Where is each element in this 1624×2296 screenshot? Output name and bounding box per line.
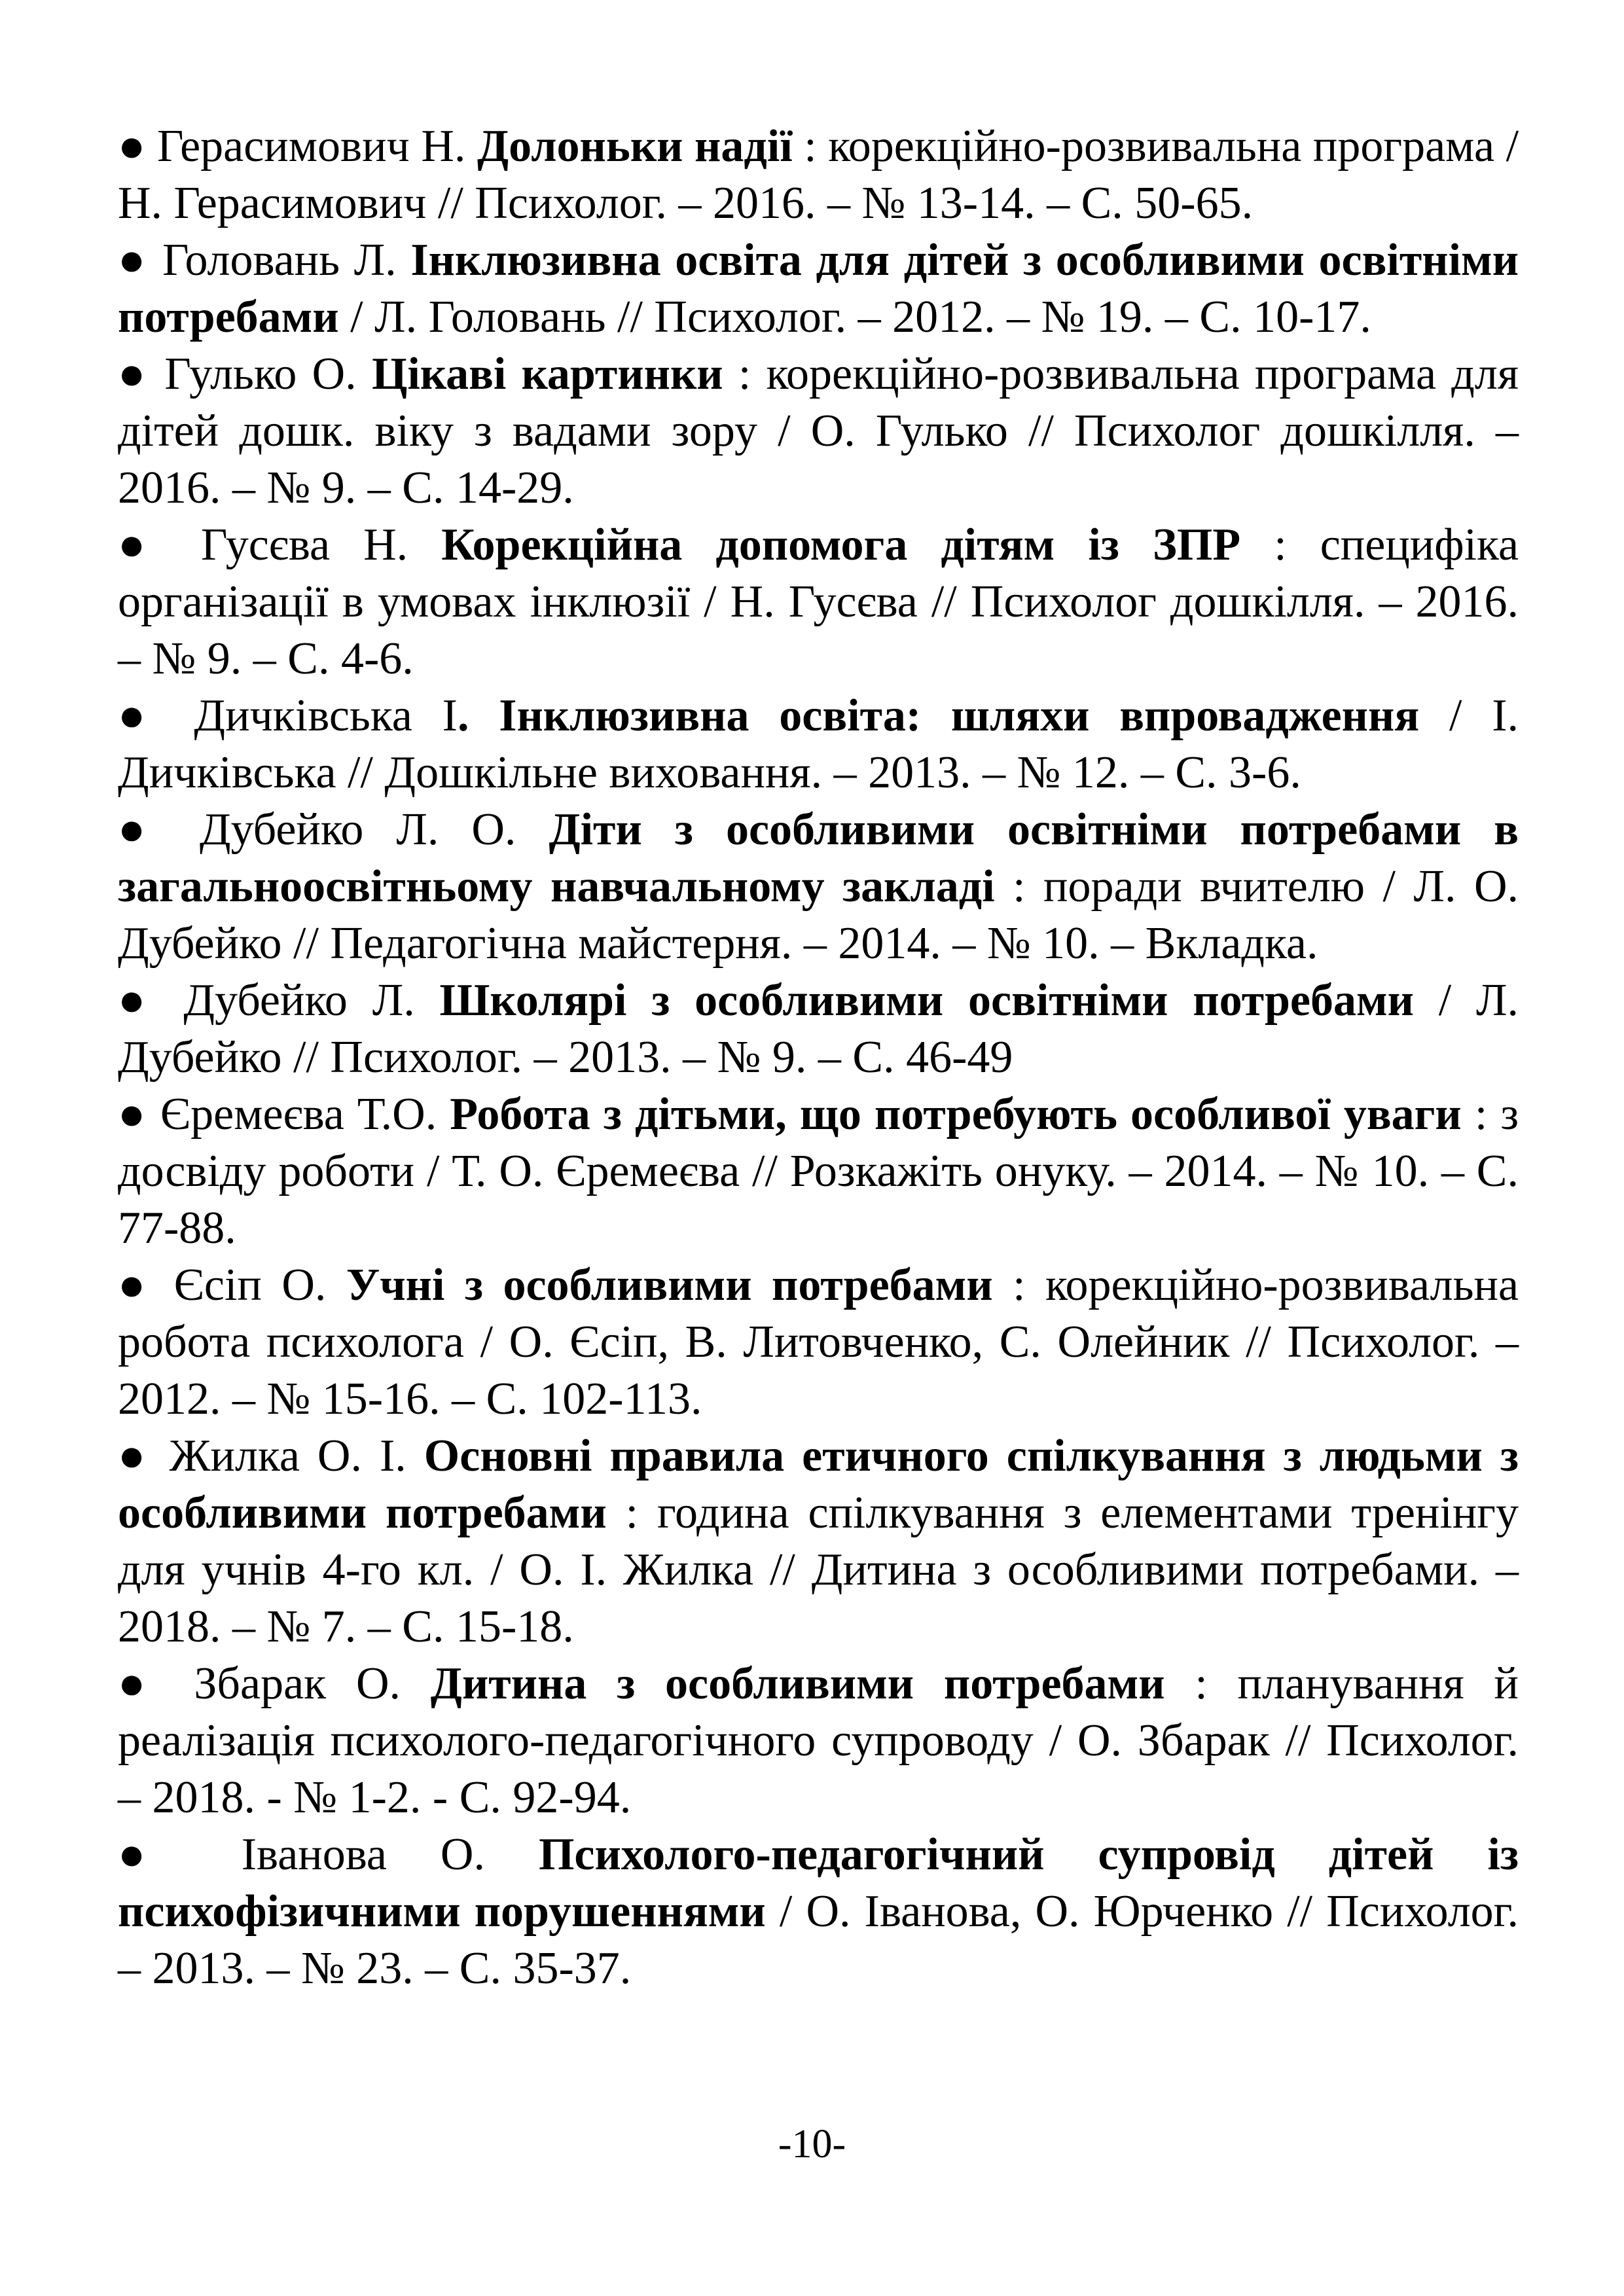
entry-details: : специфіка організації в умовах інклюзії / Н. Гусєва // Психолог дошкілля. – 2016. – № 9. – С. 4-6.	[118, 520, 1519, 684]
bibliography-entry	[118, 232, 1519, 346]
entry-author: Гусєва Н.	[200, 520, 408, 570]
entry-title: Основні правила етичного спілкування з людьми з особливими потребами	[118, 1431, 1519, 1538]
bibliography-entry	[118, 1257, 1519, 1427]
bullet-icon: ●	[118, 235, 149, 285]
entry-author: Іванова О.	[241, 1829, 485, 1880]
entry-title: Діти з особливими освітніми потребами в загальноосвітньому навчальному закладі	[118, 804, 1519, 912]
entry-title: Цікаві картинки	[371, 349, 723, 399]
bibliography-entry	[118, 1086, 1519, 1257]
bibliography-entry	[118, 1655, 1519, 1826]
entry-title: Школярі з особливими освітніми потребами	[439, 975, 1414, 1026]
entry-author: Єремеєва Т.О.	[160, 1089, 437, 1139]
bibliography-entry	[118, 687, 1519, 801]
entry-details: : корекційно-розвивальна програма для дітей дошк. віку з вадами зору / О. Гулько // Психолог дошкілля. – 2016. – № 9. – С. 14-29.	[118, 349, 1519, 513]
bibliography-entry	[118, 346, 1519, 516]
bibliography-entry	[118, 1826, 1519, 1997]
entry-details: : корекційно-розвивальна програма / Н. Герасимович // Психолог. – 2016. – № 13-14. – С. 50-65.	[118, 121, 1519, 228]
entry-details: : планування й реалізація психолого-педагогічного супроводу / О. Збарак // Психолог. – 2018. - № 1-2. - С. 92-94.	[118, 1659, 1519, 1823]
bullet-icon: ●	[118, 1089, 147, 1139]
entry-author: Збарак О.	[194, 1659, 401, 1709]
bibliography-entry	[118, 516, 1519, 687]
bibliography-entry	[118, 972, 1519, 1086]
bullet-icon: ●	[118, 804, 167, 855]
bullet-icon: ●	[118, 975, 159, 1026]
entry-details: : поради вчителю / Л. О. Дубейко // Педагогічна майстерня. – 2014. – № 10. – Вкладка.	[118, 861, 1519, 969]
bullet-icon: ●	[118, 1260, 154, 1310]
entry-details: / О. Іванова, О. Юрченко // Психолог. – 2013. – № 23. – С. 35-37.	[118, 1886, 1519, 1994]
bibliography-entry	[118, 801, 1519, 972]
bullet-icon: ●	[118, 1829, 188, 1880]
entry-details: : з досвіду роботи / Т. О. Єремеєва // Розкажіть онуку. – 2014. – № 10. – С. 77-88.	[118, 1089, 1519, 1253]
bullet-icon: ●	[118, 691, 164, 741]
entry-title: Дитина з особливими потребами	[430, 1659, 1165, 1709]
bullet-icon: ●	[118, 1431, 152, 1481]
entry-author: Гулько О.	[164, 349, 357, 399]
entry-title: Учні з особливими потребами	[346, 1260, 993, 1310]
entry-details: : корекційно-розвивальна робота психолога / О. Єсіп, В. Литовченко, С. Олейник // Психолог. – 2012. – № 15-16. – С. 102-113.	[118, 1260, 1519, 1424]
entry-title: Робота з дітьми, що потребують особливої уваги	[450, 1089, 1462, 1139]
entry-author: Жилка О. І.	[169, 1431, 406, 1481]
entry-details: : година спілкування з елементами тренінгу для учнів 4-го кл. / О. І. Жилка // Дитина з особливими потребами. – 2018. – № 7. – С. 15-18.	[118, 1488, 1519, 1652]
bibliography-entry	[118, 118, 1519, 232]
entry-author: Дубейко Л. О.	[199, 804, 516, 855]
bibliography-entry	[118, 1427, 1519, 1655]
entry-details: / І. Дичківська // Дошкільне виховання. – 2013. – № 12. – С. 3-6.	[118, 691, 1519, 798]
entry-details: / Л. Дубейко // Психолог. – 2013. – № 9. – С. 46-49	[118, 975, 1519, 1083]
bullet-icon: ●	[118, 520, 168, 570]
bullet-icon: ●	[118, 349, 150, 399]
entry-author: Єсіп О.	[173, 1260, 327, 1310]
entry-details: / Л. Головань // Психолог. – 2012. – № 19. – С. 10-17.	[350, 292, 1371, 342]
bullet-icon: ●	[118, 121, 146, 171]
entry-author: Дубейко Л.	[183, 975, 415, 1026]
page-number: -10-	[778, 2122, 846, 2166]
entry-title: Психолого-педагогічний супровід дітей із психофізичними порушеннями	[118, 1829, 1519, 1937]
entry-author: Головань Л.	[162, 235, 397, 285]
bibliography-list	[118, 118, 1519, 1997]
entry-title: . Інклюзивна освіта: шляхи впровадження	[457, 691, 1420, 741]
entry-author: Герасимович Н.	[156, 121, 466, 171]
entry-title: Долоньки надії	[477, 121, 793, 171]
entry-author: Дичківська І	[194, 691, 458, 741]
entry-title: Інклюзивна освіта для дітей з особливими освітніми потребами	[118, 235, 1519, 342]
entry-title: Корекційна допомога дітям із ЗПР	[441, 520, 1241, 570]
bullet-icon: ●	[118, 1659, 164, 1709]
